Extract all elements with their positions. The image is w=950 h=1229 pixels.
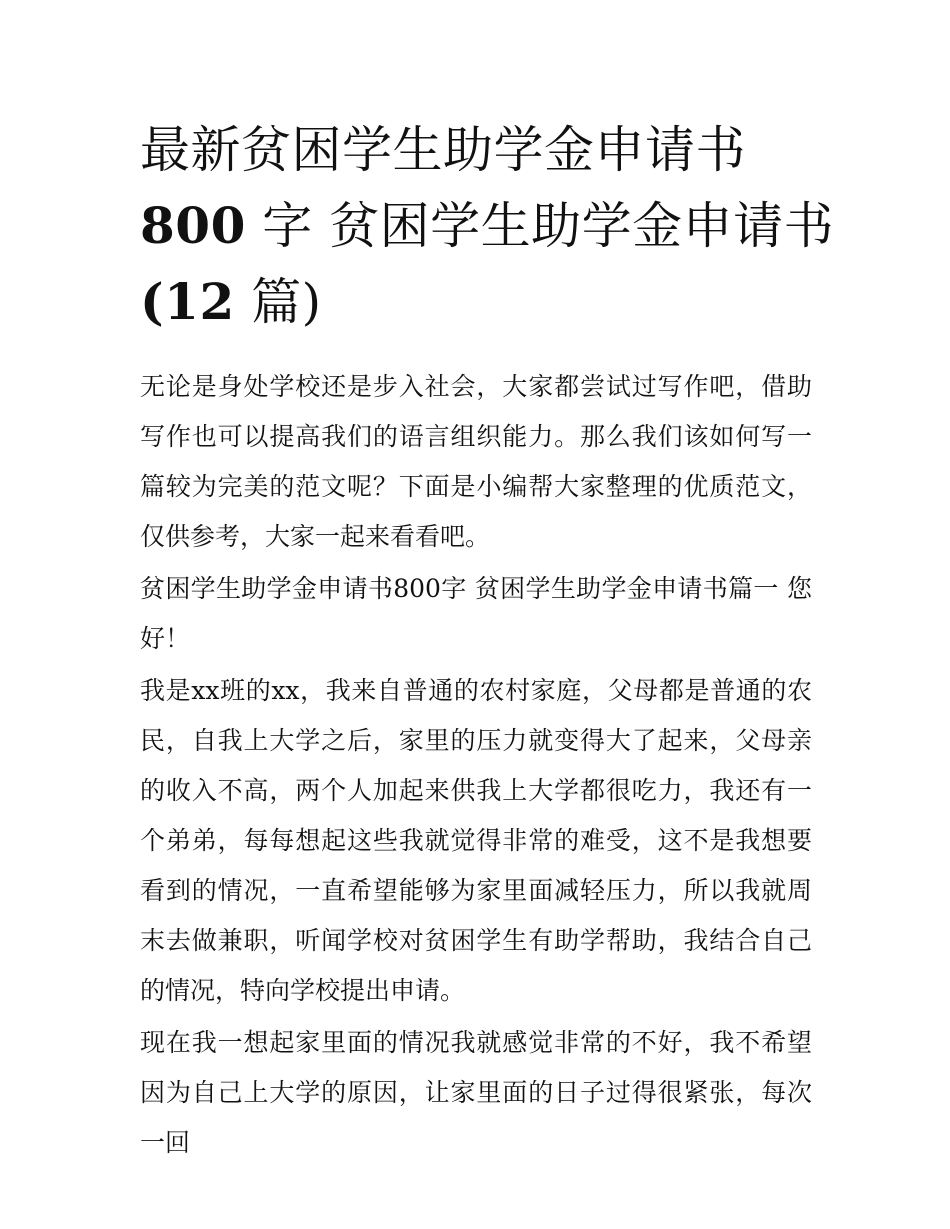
body-paragraph-2: 现在我一想起家里面的情况我就感觉非常的不好，我不希望因为自己上大学的原因，让家里面的日子过得很紧张，每次一回 bbox=[140, 1028, 812, 1157]
body-paragraph-1: 我是xx班的xx，我来自普通的农村家庭，父母都是普通的农民，自我上大学之后，家里的压力就变得大了起来，父母亲的收入不高，两个人加起来供我上大学都很吃力，我还有一个弟弟，每每想起这些我就觉得非常的难受，这不是我想要看到的情况，一直希望能够为家里面减轻压力，所以我就周末去做兼职，听闻学校对贫困学生有助学帮助，我结合自己的情况，特向学校提出申请。 bbox=[140, 676, 812, 1005]
section-heading-paragraph: 贫困学生助学金申请书800字 贫困学生助学金申请书篇一 您好！ bbox=[140, 574, 812, 653]
document-page bbox=[140, 112, 835, 1170]
title-line-3-text: 篇) bbox=[251, 273, 322, 331]
intro-paragraph: 无论是身处学校还是步入社会，大家都尝试过写作吧，借助写作也可以提高我们的语言组织能力。那么我们该如何写一篇较为完美的范文呢？下面是小编帮大家整理的优质范文，仅供参考，大家一起来看看吧。 bbox=[140, 372, 812, 551]
title-line-2 bbox=[140, 188, 835, 264]
title-line-1: 最新贫困学生助学金申请书 bbox=[140, 121, 746, 179]
title-number-800: 800 bbox=[140, 196, 246, 255]
title-line-3 bbox=[140, 264, 812, 340]
title-line-2-text: 字 贫困学生助学金申请书 bbox=[262, 197, 835, 255]
document-title bbox=[140, 112, 835, 340]
title-number-12: (12 bbox=[140, 272, 235, 331]
